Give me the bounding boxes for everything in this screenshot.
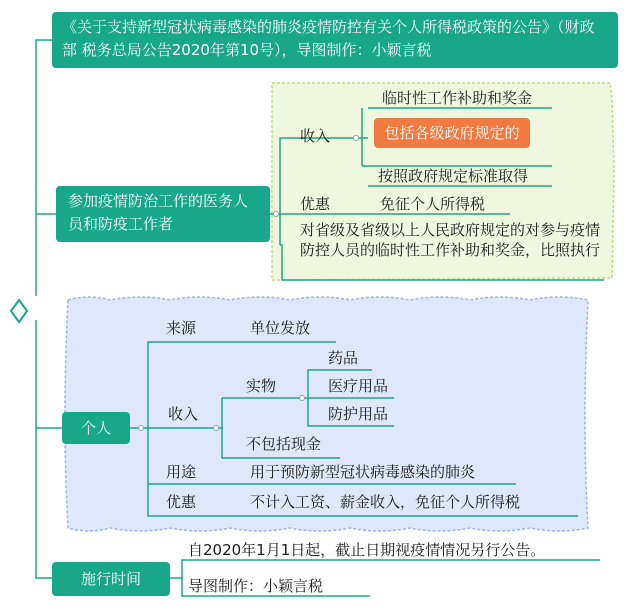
root-title-box[interactable] bbox=[52, 12, 618, 68]
branch2-income-label: 收入 bbox=[168, 405, 199, 423]
branch1-income-item-1: 临时性工作补助和奖金 bbox=[382, 89, 533, 107]
branch2-goods-label: 实物 bbox=[246, 377, 277, 395]
branch2-benefit-label: 优惠 bbox=[166, 493, 197, 511]
branch2-source-text: 单位发放 bbox=[250, 319, 311, 337]
branch2-usage-label: 用途 bbox=[166, 463, 197, 481]
branch1-label: 参加疫情防治工作的医务人员和防疫工作者 bbox=[68, 192, 249, 233]
branch3-label: 施行时间 bbox=[80, 570, 141, 588]
collapse-dot[interactable] bbox=[214, 426, 219, 431]
collapse-dot[interactable] bbox=[274, 212, 279, 217]
diamond-icon[interactable] bbox=[11, 300, 27, 322]
branch2-goods-item-2: 医疗用品 bbox=[328, 377, 389, 395]
branch1-benefit-text: 免征个人所得税 bbox=[380, 195, 486, 213]
collapse-dot[interactable] bbox=[300, 396, 305, 401]
branch3-node[interactable] bbox=[52, 562, 170, 596]
branch3-item-1: 自2020年1月1日起，截止日期视疫情情况另行公告。 bbox=[188, 541, 546, 559]
branch1-node[interactable] bbox=[56, 186, 270, 242]
branch1-income-label: 收入 bbox=[300, 127, 331, 145]
collapse-dot[interactable] bbox=[354, 136, 359, 141]
branch2-label: 个人 bbox=[80, 419, 111, 437]
collapse-dot[interactable] bbox=[139, 426, 144, 431]
branch3-item-2: 导图制作：小颖言税 bbox=[188, 577, 324, 595]
branch2-usage-text: 用于预防新型冠状病毒感染的肺炎 bbox=[250, 463, 476, 481]
branch2-source-label: 来源 bbox=[166, 319, 197, 337]
branch2-node[interactable] bbox=[62, 412, 130, 444]
branch2-cash: 不包括现金 bbox=[246, 435, 322, 453]
root-title: 《关于支持新型冠状病毒感染的肺炎疫情防控有关个人所得税政策的公告》（财政部 税务总局公告2020年第10号），导图制作：小颖言税 bbox=[62, 18, 595, 59]
branch2-goods-item-1: 药品 bbox=[328, 349, 359, 367]
branch2-benefit-text: 不计入工资、薪金收入，免征个人所得税 bbox=[250, 493, 521, 511]
branch1-income-item-highlight: 包括各级政府规定的 bbox=[374, 118, 530, 148]
branch1-note: 对省级及省级以上人民政府规定的对参与疫情防控人员的临时性工作补助和奖金，比照执行 bbox=[300, 221, 601, 259]
branch2-goods-item-3: 防护用品 bbox=[328, 405, 389, 423]
branch1-benefit-label: 优惠 bbox=[300, 195, 331, 213]
branch1-income-item-3: 按照政府规定标准取得 bbox=[378, 167, 529, 185]
